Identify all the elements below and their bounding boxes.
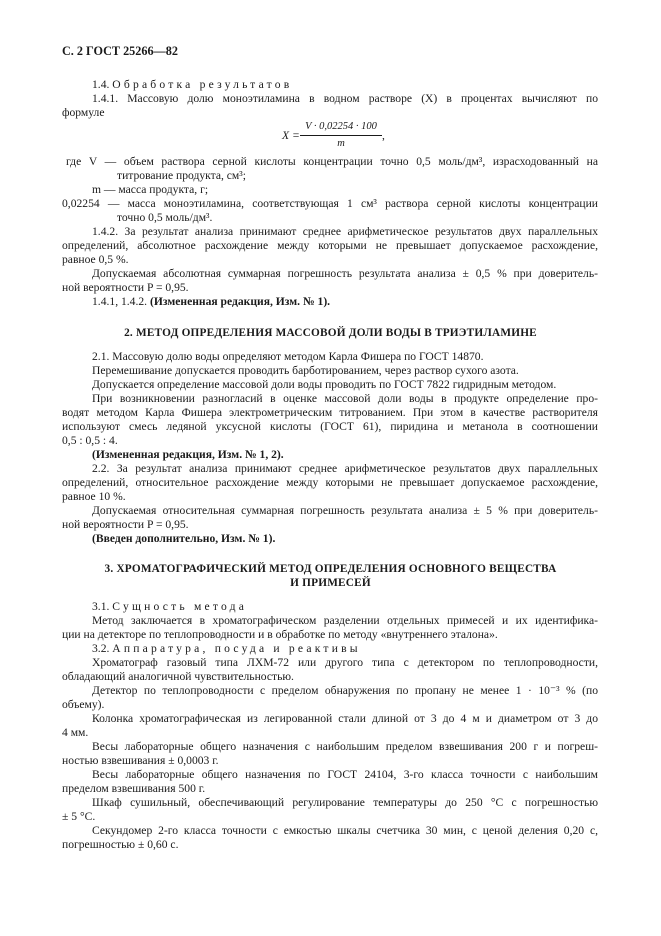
formula-numerator: V · 0,02254 · 100 — [305, 121, 377, 132]
section-title: Обработка результатов — [112, 78, 293, 91]
paragraph: 0,5 : 0,5 : 4. — [62, 434, 118, 447]
paragraph: Метод заключается в хроматографическом разделении отдельных примесей и их идентифика- — [92, 614, 598, 627]
formula-denominator: m — [337, 138, 345, 149]
formula-comma: , — [382, 129, 385, 142]
paragraph: 1.4.2. За результат анализа принимают среднее арифметическое результатов двух параллельных — [92, 225, 598, 238]
page-header: С. 2 ГОСТ 25266—82 — [62, 44, 178, 58]
paragraph: Перемешивание допускается проводить барботированием, через раствор сухого азота. — [92, 364, 519, 377]
where-item: где V — объем раствора серной кислоты концентрации точно 0,5 моль/дм³, израсходованный на — [66, 155, 598, 168]
equipment-item-cont: ± 5 °C. — [62, 810, 96, 823]
note-text: (Измененная редакция, Изм. № 1). — [149, 295, 331, 308]
paragraph: ной вероятности P = 0,95. — [62, 281, 189, 294]
amendment-note: (Измененная редакция, Изм. № 1, 2). — [92, 448, 284, 461]
equipment-item-cont: пределом взвешивания 500 г. — [62, 782, 206, 795]
fraction-bar — [300, 135, 382, 136]
equipment-item: Хроматограф газовый типа ЛХМ-72 или другого типа с детектором по теплопроводности, — [92, 656, 598, 669]
equipment-item-cont: объему). — [62, 698, 105, 711]
paragraph: 2.1. Массовую долю воды определяют методом Карла Фишера по ГОСТ 14870. — [92, 350, 484, 363]
equipment-item-cont: обладающий аналогичной чувствительностью. — [62, 670, 294, 683]
section-number: 3.2. — [92, 642, 110, 655]
paragraph: Допускаемая абсолютная суммарная погрешность результата анализа ± 0,5 % при доверитель- — [92, 267, 598, 280]
formula — [282, 120, 392, 154]
subsection-3-2-title — [92, 642, 361, 656]
equipment-item-cont: ностью взвешивания ± 0,0003 г. — [62, 754, 219, 767]
amendment-note — [92, 295, 330, 309]
section-2-heading: 2. МЕТОД ОПРЕДЕЛЕНИЯ МАССОВОЙ ДОЛИ ВОДЫ В ТРИЭТИЛАМИНЕ — [124, 327, 537, 339]
section-title: Аппаратура, посуда и реактивы — [112, 642, 361, 655]
paragraph: определений, относительное расхождение между которыми не превышает допускаемое расхождение, — [62, 476, 598, 489]
equipment-item-cont: погрешностью ± 0,60 с. — [62, 838, 179, 851]
paragraph: ной вероятности P = 0,95. — [62, 518, 189, 531]
equipment-item: Весы лабораторные общего назначения по ГОСТ 24104, 3-го класса точности с наибольшим — [92, 768, 598, 781]
section-number: 3.1. — [92, 600, 110, 613]
section-3-heading-cont: И ПРИМЕСЕЙ — [290, 577, 371, 589]
where-item: 0,02254 — масса моноэтиламина, соответствующая 1 см³ раствора серной кислоты концентрации — [62, 197, 598, 210]
paragraph: равное 0,5 %. — [62, 253, 129, 266]
paragraph: 2.2. За результат анализа принимают среднее арифметическое результатов двух параллельных — [92, 462, 598, 475]
equipment-item-cont: 4 мм. — [62, 726, 89, 739]
paragraph: При возникновении разногласий в оценке массовой доли воды в продукте определение про- — [92, 392, 598, 405]
paragraph: ции на детекторе по теплопроводности и в обработке по методу «внутреннего эталона». — [62, 628, 498, 641]
where-item: m — масса продукта, г; — [92, 183, 209, 196]
equipment-item: Весы лабораторные общего назначения с наибольшим пределом взвешивания 200 г и погреш- — [92, 740, 598, 753]
equipment-item: Секундомер 2-го класса точности с емкостью шкалы счетчика 30 мин, с ценой деления 0,20 с, — [92, 824, 598, 837]
paragraph: определений, абсолютное расхождение между которыми не превышает допускаемое расхождение, — [62, 239, 598, 252]
paragraph: Допускается определение массовой доли воды проводить по ГОСТ 7822 гидридным методом. — [92, 378, 557, 391]
where-item-cont: точно 0,5 моль/дм³. — [117, 211, 213, 224]
paragraph: Допускаемая относительная суммарная погрешность результата анализа ± 5 % при доверитель- — [92, 504, 598, 517]
paragraph: формуле — [62, 106, 105, 119]
section-1-4-title — [92, 78, 292, 92]
note-prefix: 1.4.1, 1.4.2. — [92, 295, 148, 308]
section-title: Сущность метода — [112, 600, 248, 613]
paragraph: 1.4.1. Массовую долю моноэтиламина в водном растворе (X) в процентах вычисляют по — [92, 92, 598, 105]
paragraph: равное 10 %. — [62, 490, 126, 503]
equipment-item: Шкаф сушильный, обеспечивающий регулирование температуры до 250 °C с погрешностью — [92, 796, 598, 809]
subsection-3-1-title — [92, 600, 247, 614]
formula-lhs: X = — [282, 129, 300, 142]
section-3-heading: 3. ХРОМАТОГРАФИЧЕСКИЙ МЕТОД ОПРЕДЕЛЕНИЯ ОСНОВНОГО ВЕЩЕСТВА — [104, 563, 557, 575]
amendment-note: (Введен дополнительно, Изм. № 1). — [92, 532, 276, 545]
where-item-cont: титрование продукта, см³; — [117, 169, 246, 182]
equipment-item: Колонка хроматографическая из легированной стали длиной от 3 до 4 м и диаметром от 3 до — [92, 712, 598, 725]
section-number: 1.4. — [92, 78, 110, 91]
paragraph: водят методом Карла Фишера электрометрическим титрованием. При этом в качестве растворителя — [62, 406, 598, 419]
equipment-item: Детектор по теплопроводности с пределом обнаружения по пропану не менее 1 · 10⁻³ % (по — [92, 684, 598, 697]
paragraph: используют смесь ледяной уксусной кислоты (ГОСТ 61), пиридина и метанола в соотношении — [62, 420, 598, 433]
